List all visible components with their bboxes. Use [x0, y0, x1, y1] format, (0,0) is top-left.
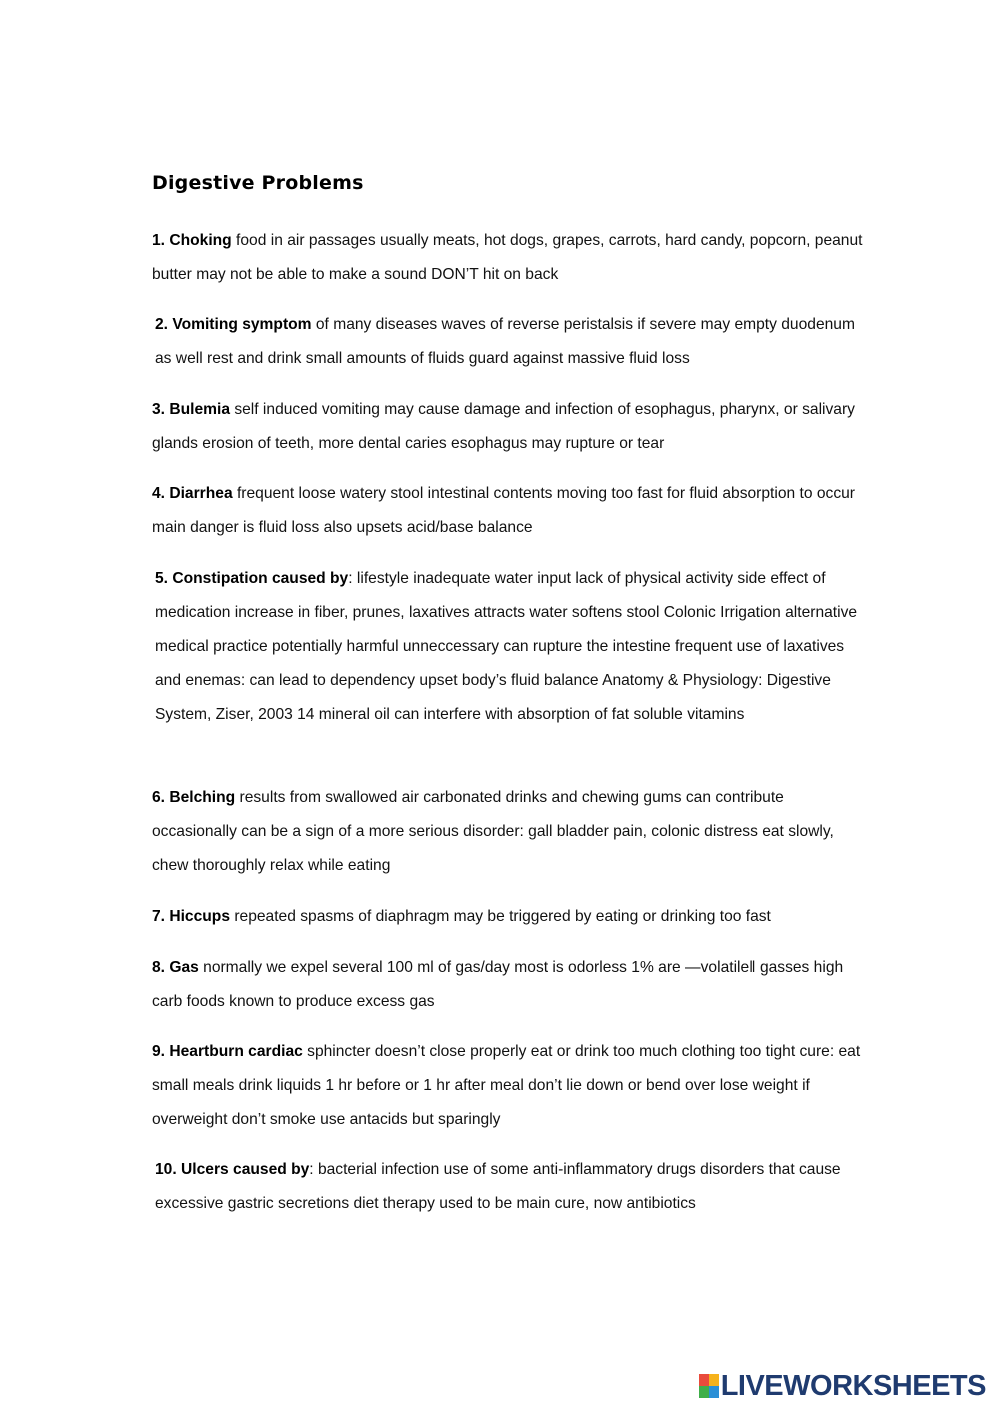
logo-text: LIVEWORKSHEETS: [720, 1369, 986, 1402]
logo-tile-yellow: [709, 1374, 719, 1386]
item-heading: 4. Diarrhea: [152, 485, 233, 502]
item-heading: 1. Choking: [152, 232, 232, 249]
item-text: food in air passages usually meats, hot dogs, grapes, carrots, hard candy, popcorn, peanut butter may not be able to make a sound DON’T hit on back: [152, 232, 863, 283]
item-heading: 8. Gas: [152, 959, 199, 976]
page-title: Digestive Problems: [152, 172, 364, 194]
liveworksheets-logo-icon: [699, 1374, 719, 1398]
logo-tile-blue: [709, 1386, 719, 1398]
item-text: : bacterial infection use of some anti-inflammatory drugs disorders that cause excessive gastric secretions diet therapy used to be main cure, now antibiotics: [155, 1161, 841, 1212]
logo-tile-red: [699, 1374, 709, 1386]
list-item-hiccups: [152, 900, 864, 934]
item-text: : lifestyle inadequate water input lack of physical activity side effect of medication increase in fiber, prunes, laxatives attracts water softens stool Colonic Irrigation alternative medical practice potentially harmful unneccessary can rupture the intestine frequent use of laxatives and enemas: can lead to dependency upset body’s fluid balance Anatomy & Physiology: Digestive System, Ziser, 2003 14 mineral oil can interfere with absorption of fat soluble vitamins: [155, 570, 858, 723]
item-text: results from swallowed air carbonated drinks and chewing gums can contribute occasionally can be a sign of a more serious disorder: gall bladder pain, colonic distress eat slowly, chew thoroughly relax while eating: [152, 789, 834, 874]
list-item-choking: [152, 224, 864, 292]
item-text: sphincter doesn’t close properly eat or drink too much clothing too tight cure: eat small meals drink liquids 1 hr before or 1 hr after meal don’t lie down or bend over lose weight if overweight don’t smoke use antacids but sparingly: [152, 1043, 861, 1128]
item-heading: 10. Ulcers caused by: [155, 1161, 310, 1178]
list-item-diarrhea: [152, 477, 864, 545]
item-text: self induced vomiting may cause damage and infection of esophagus, pharynx, or salivary glands erosion of teeth, more dental caries esophagus may rupture or tear: [152, 401, 855, 452]
item-text: frequent loose watery stool intestinal contents moving too fast for fluid absorption to occur main danger is fluid loss also upsets acid/base balance: [152, 485, 855, 536]
list-item-heartburn: [152, 1035, 864, 1137]
item-heading: 2. Vomiting symptom: [155, 316, 312, 333]
list-item-vomiting: [152, 308, 867, 376]
list-item-belching: [152, 781, 864, 883]
list-item-bulemia: [152, 393, 864, 461]
item-heading: 5. Constipation caused by: [155, 570, 349, 587]
list-item-ulcers: [152, 1153, 867, 1221]
item-heading: 9. Heartburn cardiac: [152, 1043, 303, 1060]
item-text: of many diseases waves of reverse peristalsis if severe may empty duodenum as well rest and drink small amounts of fluids guard against massive fluid loss: [155, 316, 855, 367]
logo-tile-green: [699, 1386, 709, 1398]
list-item-gas: [152, 951, 864, 1019]
item-heading: 6. Belching: [152, 789, 236, 806]
item-text: repeated spasms of diaphragm may be triggered by eating or drinking too fast: [230, 908, 771, 925]
item-heading: 7. Hiccups: [152, 908, 230, 925]
list-item-constipation: [152, 562, 867, 732]
item-text: normally we expel several 100 ml of gas/day most is odorless 1% are ―volatile‖ gasses high carb foods known to produce excess gas: [152, 959, 844, 1010]
liveworksheets-logo: [699, 1368, 986, 1404]
item-heading: 3. Bulemia: [152, 401, 230, 418]
